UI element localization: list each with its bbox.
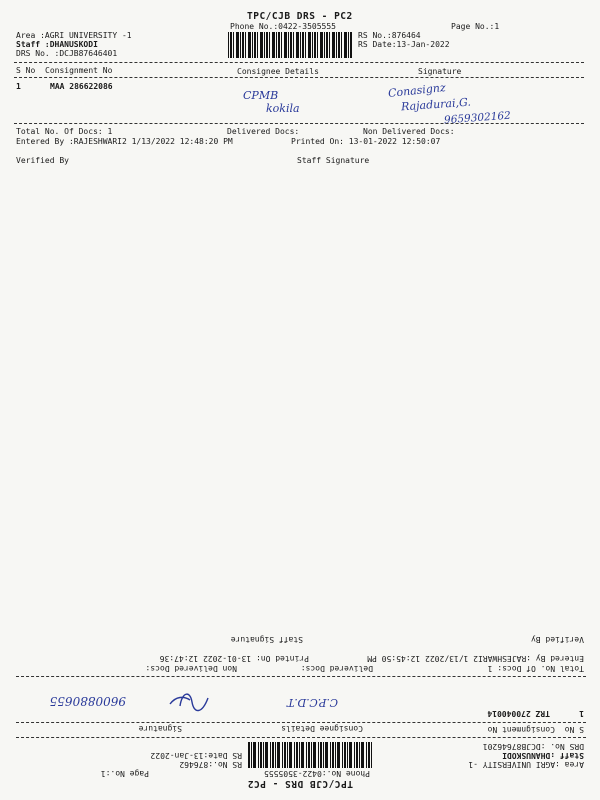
handwritten-phone: 9659302162	[443, 109, 512, 127]
mirror-barcode-image	[248, 742, 372, 768]
mirror-printed-on: Printed On: 13-01-2022 12:47:36	[159, 654, 309, 663]
page-number: Page No.:1	[451, 22, 500, 31]
mirror-total-docs: Total No. Of Docs: 1	[487, 664, 584, 673]
mirror-signature-scribble	[166, 684, 212, 718]
mirror-delivered-docs: Delivered Docs:	[300, 664, 373, 673]
mirror-col-consignment: Consignment No	[487, 725, 555, 734]
mirror-rs-date: RS Date:13-Jan-2022	[150, 751, 242, 760]
staff-signature: Staff Signature	[297, 156, 370, 165]
mirror-row-consignment: TRZ 270040014	[487, 709, 550, 718]
drs-number: DRS No. :DCJB87646401	[16, 49, 118, 58]
printed-on: Printed On: 13-01-2022 12:50:07	[291, 137, 441, 146]
mirror-verified-by: Verified By	[531, 635, 584, 644]
mirror-staff-signature: Staff Signature	[230, 635, 303, 644]
col-signature: Signature	[418, 67, 462, 76]
mirror-handwritten-consignee: C.P.C.D.T	[287, 696, 338, 709]
barcode-image	[228, 32, 352, 58]
mirror-col-consignee: Consignee Details	[281, 724, 363, 733]
divider	[14, 77, 584, 78]
mirror-staff: Staff :DHANUSKODI	[502, 751, 584, 760]
non-delivered-docs: Non Delivered Docs:	[363, 127, 455, 136]
row-sno: 1	[16, 82, 21, 91]
total-docs: Total No. Of Docs: 1	[16, 127, 113, 136]
upside-down-sheet	[0, 600, 600, 800]
col-sno: S No	[16, 66, 36, 75]
mirror-handwritten-phone: 9600880655	[49, 694, 126, 708]
handwritten-consignee-line1: CPMB	[243, 89, 279, 102]
rs-date: RS Date:13-Jan-2022	[358, 40, 450, 49]
col-consignment: Consignment No	[45, 66, 113, 75]
divider	[14, 62, 584, 63]
delivered-docs: Delivered Docs:	[227, 127, 300, 136]
mirror-row-sno: 1	[579, 709, 584, 718]
mirror-phone: Phone No.:0422-3505555	[264, 769, 370, 778]
entered-by: Entered By :RAJESHWARI2 1/13/2022 12:48:20 PM	[16, 137, 233, 146]
handwritten-signature: Conasignz	[387, 81, 447, 100]
verified-by: Verified By	[16, 156, 69, 165]
divider	[16, 676, 586, 677]
divider	[14, 123, 584, 124]
mirror-col-sno: S No	[564, 725, 584, 734]
handwritten-name: Rajadurai,G.	[400, 95, 472, 114]
rs-number: RS No.:876464	[358, 31, 421, 40]
mirror-rs-no: RS No.:876462	[179, 760, 242, 769]
handwritten-consignee-line2: kokila	[266, 102, 300, 115]
mirror-drs: DRS No. :DCJB87646201	[482, 742, 584, 751]
row-consignment-no: MAA 286622086	[50, 82, 113, 91]
staff-label: Staff :DHANUSKODI	[16, 40, 98, 49]
mirror-page: Page No.:1	[100, 769, 149, 778]
mirror-entered-by: Entered By :RAJESHWARI2 1/13/2022 12:45:50 PM	[367, 654, 584, 663]
mirror-area: Area :AGRI UNIVERSITY -1	[468, 760, 584, 769]
divider	[16, 722, 586, 723]
mirror-col-signature: Signature	[138, 724, 182, 733]
sheet-title: TPC/CJB DRS - PC2	[247, 11, 353, 22]
area-label: Area :AGRI UNIVERSITY -1	[16, 31, 132, 40]
col-consignee: Consignee Details	[237, 67, 319, 76]
divider	[16, 737, 586, 738]
mirror-non-delivered-docs: Non Delivered Docs:	[145, 664, 237, 673]
phone-number: Phone No.:0422-3505555	[230, 22, 336, 31]
mirror-title: TPC/CJB DRS - PC2	[247, 778, 353, 789]
